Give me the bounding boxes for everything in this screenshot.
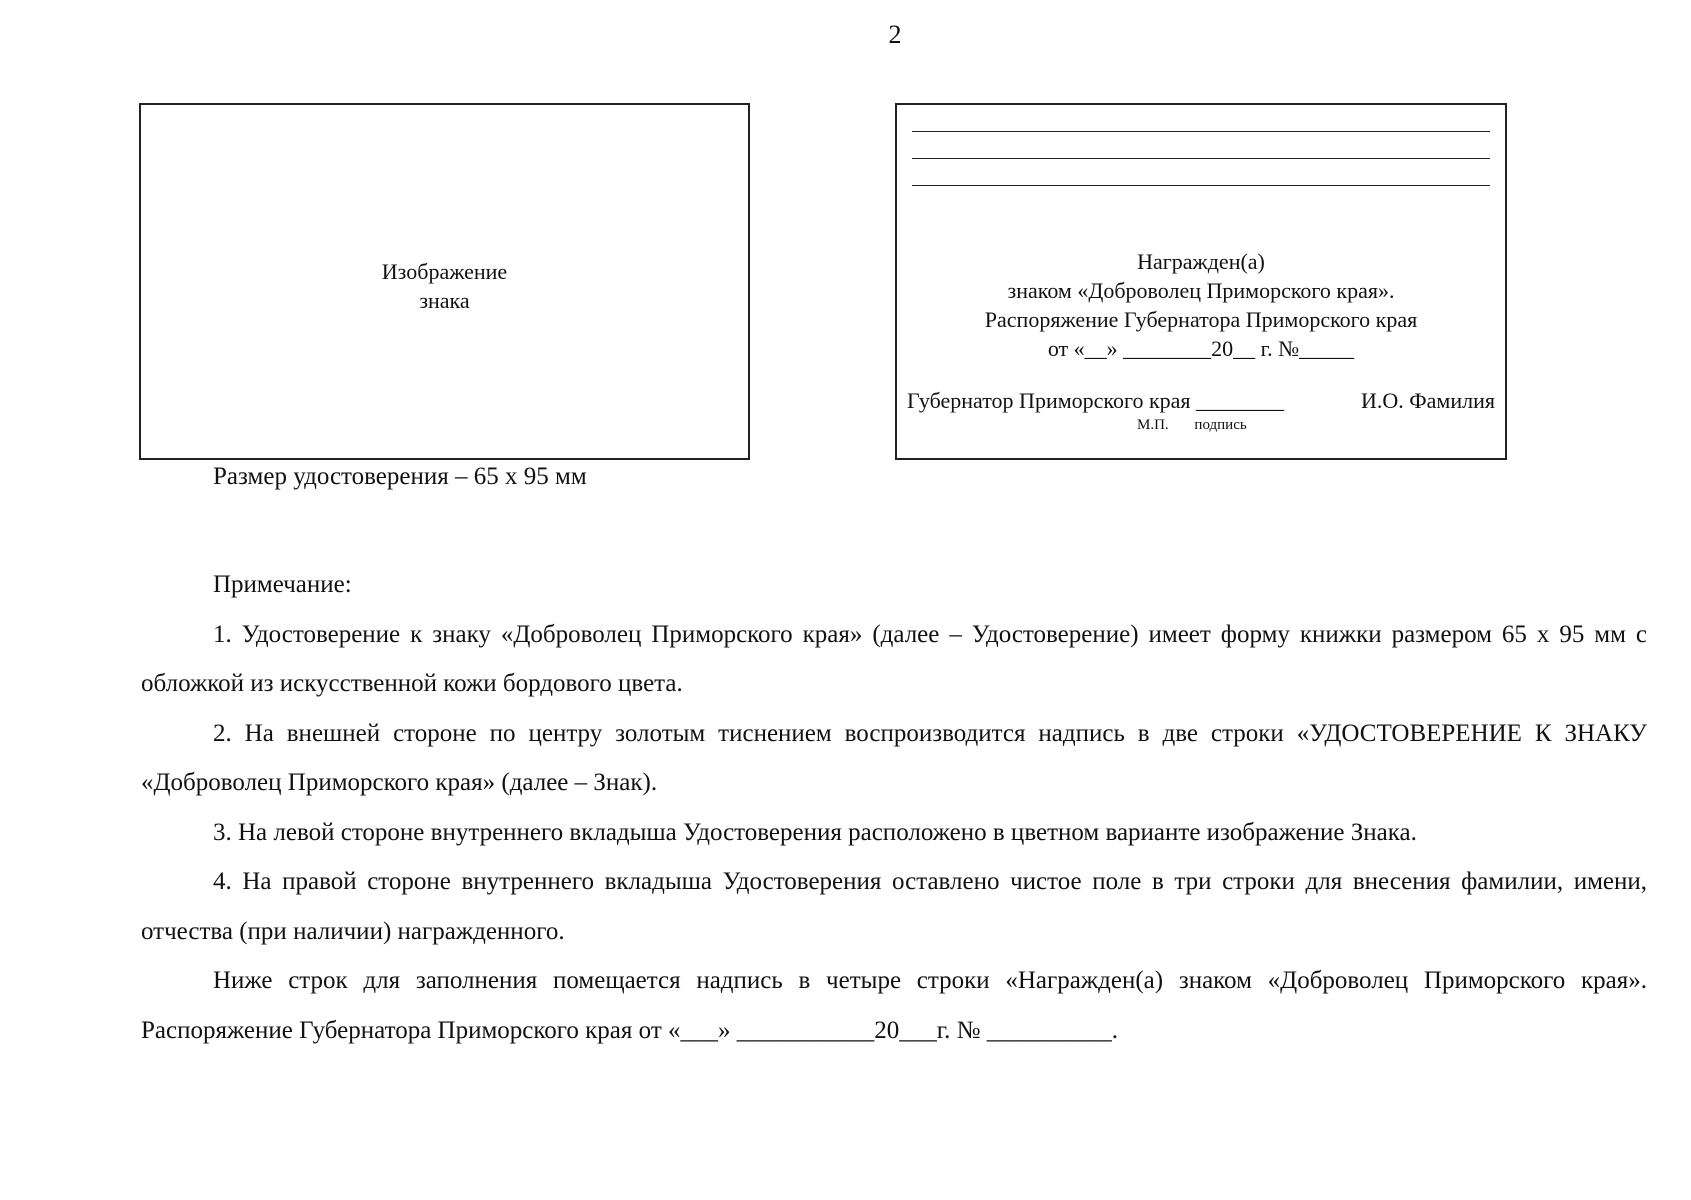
certificate-left-page: [139, 103, 750, 460]
note-paragraph-4: 4. На правой стороне внутреннего вкладыша Удостоверения оставлено чистое поле в три строки для внесения фамилии, имени, отчества (при наличии) награжденного.: [141, 868, 1647, 945]
award-text: [897, 247, 1505, 363]
note-paragraph-2: 2. На внешней стороне по центру золотым тиснением воспроизводится надпись в две строки «УДОСТОВЕРЕНИЕ К ЗНАКУ «Доброволец Приморского края» (далее – Знак).: [141, 719, 1647, 796]
blank-line-2: [912, 158, 1490, 159]
note-paragraph-5: Ниже строк для заполнения помещается надпись в четыре строки «Награжден(а) знаком «Доброволец Приморского края». Распоряжение Губернатора Приморского края от «___» ___________20___г. № __________.: [141, 967, 1647, 1044]
signatory-title: Губернатор Приморского края ________: [907, 388, 1285, 413]
badge-caption-line-2: знака: [419, 288, 470, 313]
blank-line-3: [912, 185, 1490, 186]
award-line-3: Распоряжение Губернатора Приморского края: [984, 307, 1418, 332]
note-paragraph-1: 1. Удостоверение к знаку «Доброволец Приморского края» (далее – Удостоверение) имеет форму книжки размером 65 х 95 мм с обложкой из искусственной кожи бордового цвета.: [141, 620, 1647, 697]
award-line-1: Награжден(а): [1137, 249, 1265, 274]
signatory-name: И.О. Фамилия: [1361, 388, 1495, 413]
signature-row: [907, 388, 1495, 414]
note-paragraph-3: 3. На левой стороне внутреннего вкладыша Удостоверения расположено в цветном варианте изображение Знака.: [213, 818, 1417, 846]
signature-label: подпись: [1194, 417, 1247, 433]
badge-caption-line-1: Изображение: [381, 259, 508, 284]
badge-image-placeholder: [141, 257, 748, 315]
seal-label: М.П.: [1137, 417, 1169, 433]
notes-section: [141, 560, 1647, 1055]
blank-line-1: [912, 131, 1490, 132]
notes-heading: Примечание:: [213, 571, 352, 598]
signature-sublabels: [1137, 417, 1269, 434]
award-line-4: от «__» ________20__ г. №_____: [1047, 336, 1355, 361]
certificate-size-caption: Размер удостоверения – 65 х 95 мм: [213, 463, 587, 490]
certificate-right-page: [895, 103, 1507, 460]
award-line-2: знаком «Доброволец Приморского края».: [1007, 278, 1395, 303]
page-number: 2: [888, 20, 902, 49]
